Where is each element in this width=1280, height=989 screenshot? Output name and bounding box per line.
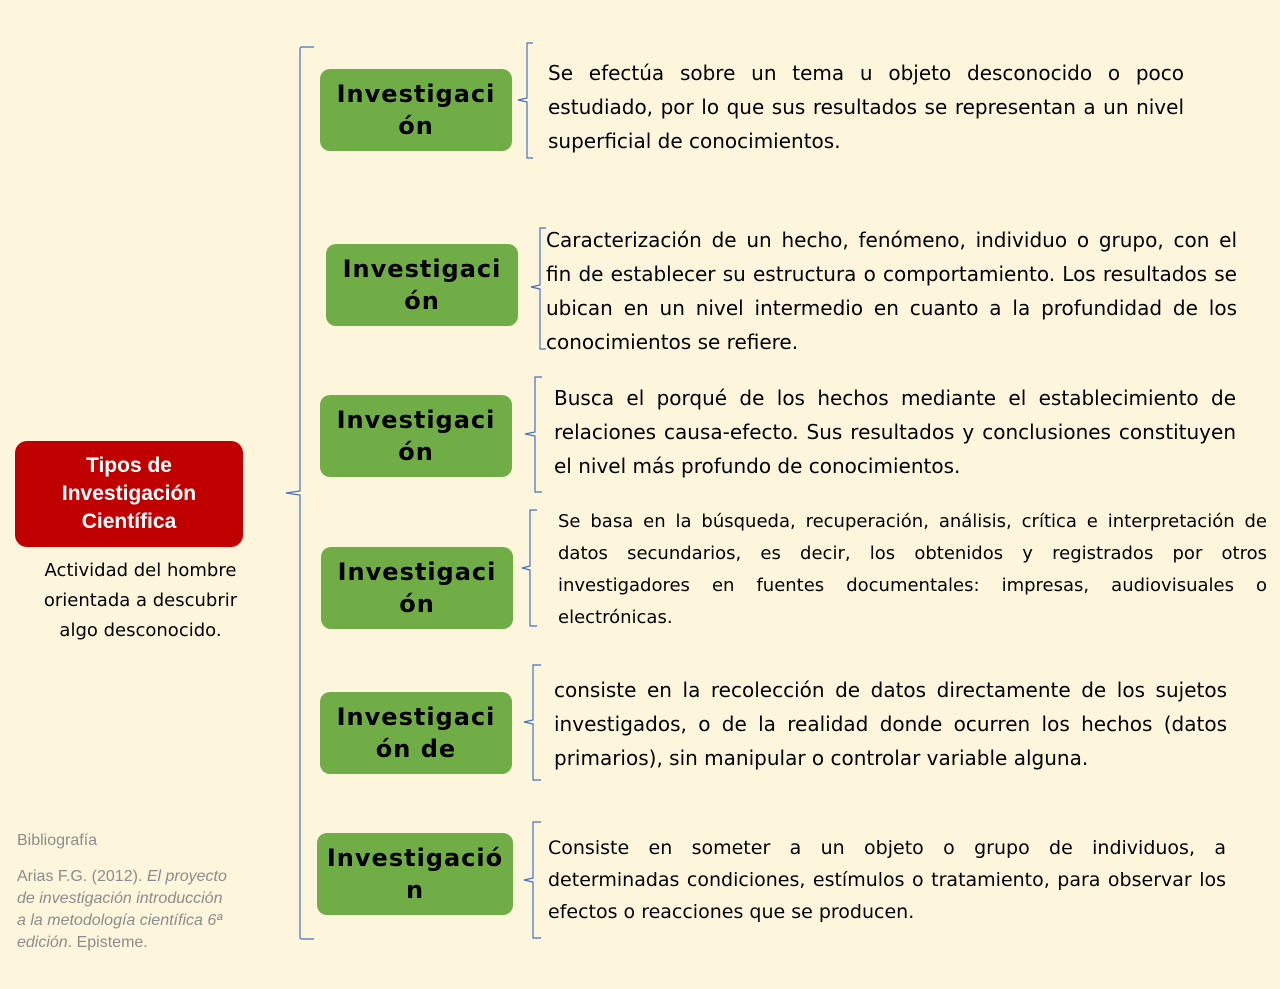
branch-node-experimental [317, 833, 513, 915]
main-bracket [286, 47, 314, 939]
root-node [15, 441, 243, 547]
bibliography-heading: Bibliografía [17, 832, 98, 849]
desc-bracket [524, 665, 541, 780]
branch-node-descriptiva [326, 244, 518, 326]
desc-bracket [522, 510, 537, 626]
branch-label: Investigación [337, 558, 497, 618]
branch-description: Se basa en la búsqueda, recuperación, análisis, crítica e interpretación de datos secundarios, es decir, los obtenidos y registrados por otros investigadores en fuentes documentales: impresas, audiovisuales o electrónicas. [558, 511, 1267, 628]
bibliography-book-title: El proyecto de investigación introducción a la metodología científica 6ª edición [17, 868, 227, 951]
desc-bracket [524, 822, 541, 938]
desc-bracket [518, 43, 533, 158]
bibliography-reference [17, 866, 232, 954]
desc-bracket [525, 377, 542, 492]
branch-description: Consiste en someter a un objeto o grupo de individuos, a determinadas condiciones, estímulos o tratamiento, para observar los efectos o reacciones que se producen. [548, 837, 1226, 923]
root-title: Tipos de Investigación Científica [61, 454, 197, 533]
bibliography-author: Arias F.G. (2012). [17, 868, 147, 885]
branch-label: Investigación [336, 406, 496, 466]
branch-label: Investigación [342, 255, 502, 315]
bibliography-publisher: . Episteme. [67, 934, 148, 951]
branch-node-campo [320, 692, 512, 774]
branch-label: Investigación [336, 80, 496, 140]
branch-description: Se efectúa sobre un tema u objeto desconocido o poco estudiado, por lo que sus resultados se representan a un nivel superficial de conocimientos. [548, 61, 1184, 153]
branch-node-documental [321, 547, 513, 629]
desc-bracket [531, 228, 546, 349]
branch-label: Investigación de [336, 703, 496, 763]
root-description: Actividad del hombre orientada a descubrir algo desconocido. [43, 560, 238, 641]
branch-node-explicativa [320, 395, 512, 477]
branch-label: Investigación [326, 844, 504, 904]
branch-description: Busca el porqué de los hechos mediante el establecimiento de relaciones causa-efecto. Sus resultados y conclusiones constituyen el nivel más profundo de conocimientos. [554, 386, 1236, 478]
branch-description: consiste en la recolección de datos directamente de los sujetos investigados, o de la realidad donde ocurren los hechos (datos primarios), sin manipular o controlar variable alguna. [554, 678, 1227, 770]
branch-node-exploratoria [320, 69, 512, 151]
branch-description: Caracterización de un hecho, fenómeno, individuo o grupo, con el fin de establecer su estructura o comportamiento. Los resultados se ubican en un nivel intermedio en cuanto a la profundidad de los conocimientos se refiere. [546, 228, 1237, 354]
